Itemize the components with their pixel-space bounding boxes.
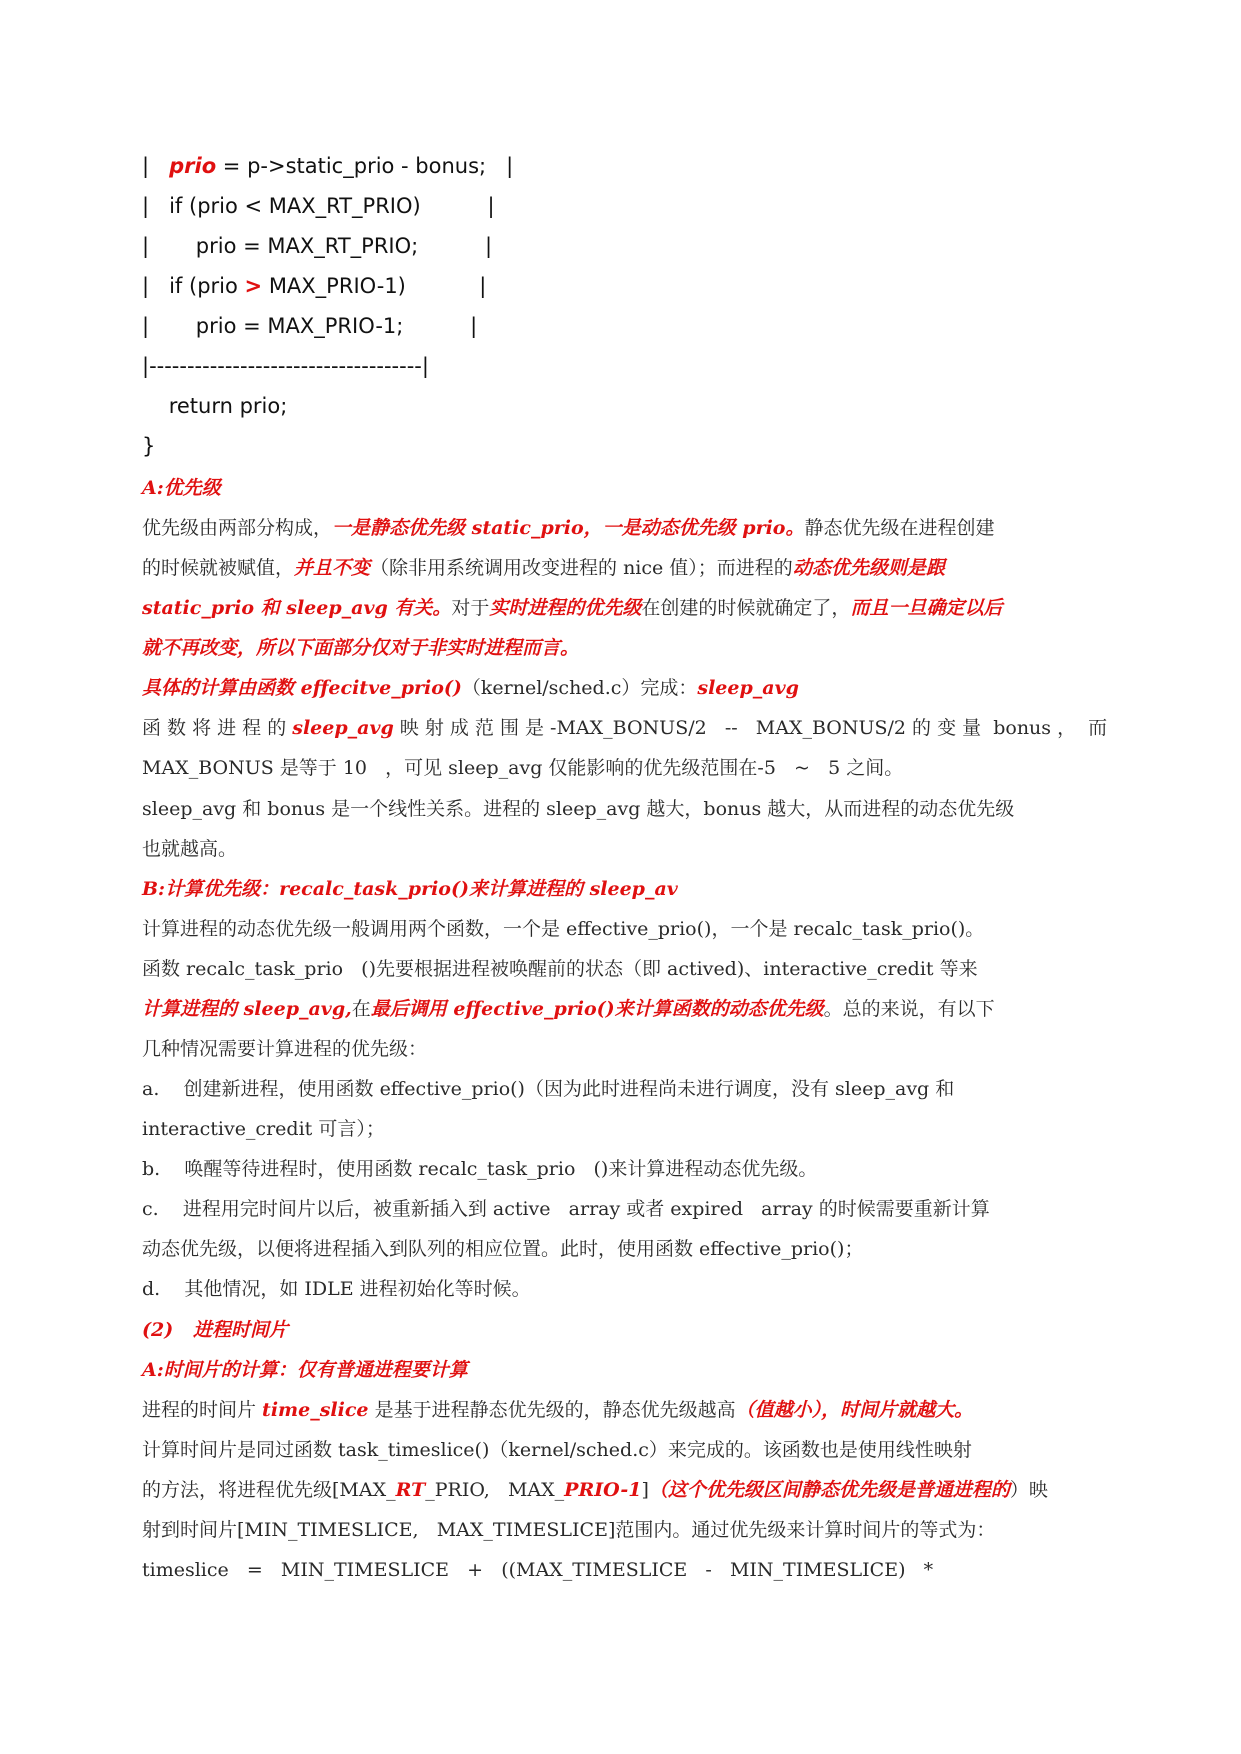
code-line-5: | prio = MAX_PRIO-1; |	[142, 314, 478, 338]
prio-highlight: prio	[169, 154, 217, 178]
list-item-a-line-1: a. 创建新进程，使用函数 effective_prio()（因为此时进程尚未进行调度，没有 sleep_avg 和	[142, 1078, 955, 1100]
list-item-c-line-1: c. 进程用完时间片以后，被重新插入到 active array 或者 expired array 的时候需要重新计算	[142, 1198, 990, 1220]
sec-a-p1-line-1: 优先级由两部分构成，一是静态优先级 static_prio，一是动态优先级 prio。静态优先级在进程创建	[142, 517, 995, 539]
list-item-d: d. 其他情况，如 IDLE 进程初始化等时候。	[142, 1278, 531, 1300]
sec-a-p4-line-1: sleep_avg 和 bonus 是一个线性关系。进程的 sleep_avg 越大，bonus 越大，从而进程的动态优先级	[142, 798, 1015, 820]
gt-highlight: >	[244, 274, 263, 298]
code-line-6: |------------------------------------|	[142, 354, 429, 378]
sec-a-p1-line-2: 的时候就被赋值，并且不变（除非用系统调用改变进程的 nice 值）；而进程的动态优先级则是跟	[142, 557, 945, 579]
section-2-subheading: A:时间片的计算：仅有普通进程要计算	[142, 1359, 468, 1381]
code-line-1: | prio = p->static_prio - bonus; |	[142, 154, 514, 178]
sec-2-line-2: 计算时间片是同过函数 task_timeslice()（kernel/sched.c）来完成的。该函数也是使用线性映射	[142, 1439, 972, 1461]
sec-2-line-1: 进程的时间片 time_slice 是基于进程静态优先级的，静态优先级越高（值越小），时间片就越大。	[142, 1399, 974, 1421]
sec-a-p1-line-4: 就不再改变，所以下面部分仅对于非实时进程而言。	[142, 637, 580, 659]
code-line-3: | prio = MAX_RT_PRIO; |	[142, 234, 493, 258]
sec-b-line-3: 计算进程的 sleep_avg,在最后调用 effective_prio()来计算函数的动态优先级。总的来说，有以下	[142, 998, 995, 1020]
sec-a-p2: 具体的计算由函数 effecitve_prio()（kernel/sched.c）完成：sleep_avg	[142, 677, 799, 699]
section-2-heading: (2) 进程时间片	[142, 1319, 289, 1341]
sec-b-line-4: 几种情况需要计算进程的优先级：	[142, 1038, 428, 1060]
code-line-2: | if (prio < MAX_RT_PRIO) |	[142, 194, 495, 218]
sec-2-line-3: 的方法，将进程优先级[MAX_RT_PRIO, MAX_PRIO-1]（这个优先级区间静态优先级是普通进程的）映	[142, 1479, 1048, 1501]
code-line-7: return prio;	[142, 394, 288, 418]
sec-a-p1-line-3: static_prio 和 sleep_avg 有关。对于实时进程的优先级在创建的时候就确定了，而且一旦确定以后	[142, 597, 1003, 619]
sec-b-line-2: 函数 recalc_task_prio ()先要根据进程被唤醒前的状态（即 actived)、interactive_credit 等来	[142, 958, 978, 980]
list-item-a-line-2: interactive_credit 可言）；	[142, 1118, 385, 1140]
sec-a-p4-line-2: 也就越高。	[142, 838, 238, 860]
list-item-b: b. 唤醒等待进程时，使用函数 recalc_task_prio ()来计算进程动态优先级。	[142, 1158, 818, 1180]
code-line-8: }	[142, 434, 156, 458]
code-line-4: | if (prio > MAX_PRIO-1) |	[142, 274, 487, 298]
sec-a-p3-line-2: MAX_BONUS 是等于 10 ，可见 sleep_avg 仅能影响的优先级范围在-5 ~ 5 之间。	[142, 757, 904, 779]
section-b-heading: B:计算优先级：recalc_task_prio()来计算进程的 sleep_av	[142, 878, 678, 900]
list-item-c-line-2: 动态优先级，以便将进程插入到队列的相应位置。此时，使用函数 effective_prio()；	[142, 1238, 864, 1260]
sec-2-line-4: 射到时间片[MIN_TIMESLICE, MAX_TIMESLICE]范围内。通过优先级来计算时间片的等式为：	[142, 1519, 996, 1541]
section-a-heading: A:优先级	[142, 477, 221, 499]
sec-2-line-5: timeslice = MIN_TIMESLICE + ((MAX_TIMESLICE - MIN_TIMESLICE) *	[142, 1559, 934, 1581]
sec-a-p3-line-1: 函 数 将 进 程 的 sleep_avg 映 射 成 范 围 是 -MAX_BONUS/2 -- MAX_BONUS/2 的 变 量 bonus ， 而	[142, 717, 1108, 739]
sec-b-line-1: 计算进程的动态优先级一般调用两个函数，一个是 effective_prio()，一个是 recalc_task_prio()。	[142, 918, 985, 940]
